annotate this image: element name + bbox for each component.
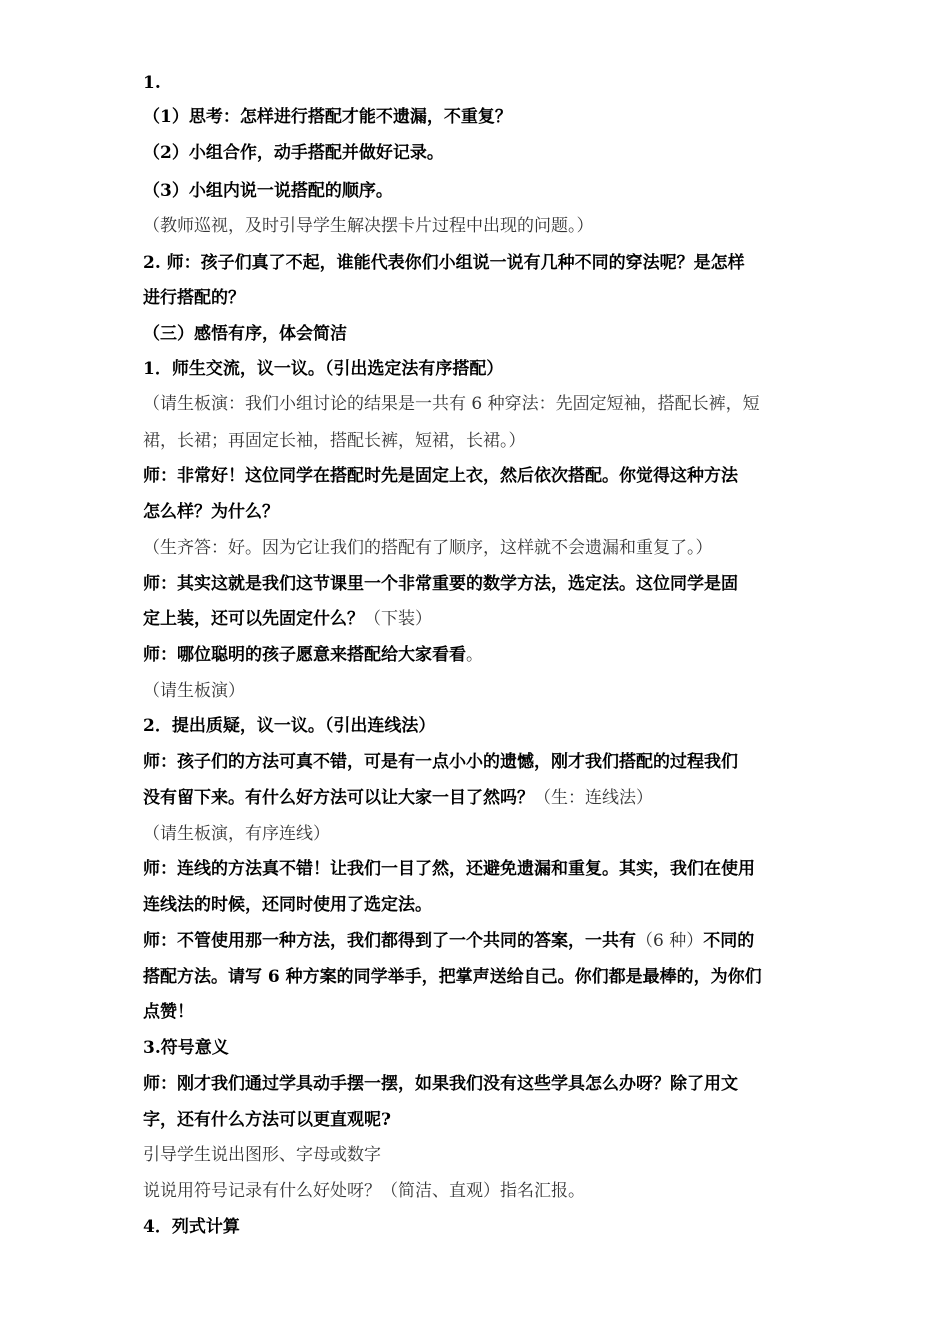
text-line: [143, 780, 653, 816]
text-run: （请生板演）: [143, 681, 245, 701]
text-line: [143, 351, 503, 387]
text-line: [143, 135, 444, 171]
text-run: （6 种）: [636, 931, 704, 951]
text-run: 师：连线的方法真不错！让我们一目了然，还避免遗漏和重复。其实，我们在使用: [143, 859, 755, 879]
text-run: 1.: [143, 73, 161, 93]
text-run: 师：其实这就是我们这节课里一个非常重要的数学方法，选定法。这位同学是固: [143, 574, 738, 594]
text-run: 不同的: [703, 931, 755, 951]
text-line: [143, 208, 594, 244]
text-line: [143, 816, 330, 852]
text-run: 没有留下来。有什么好方法可以让大家一目了然吗？: [143, 788, 534, 808]
text-line: [143, 637, 483, 673]
text-line: [143, 99, 512, 135]
text-line: [143, 65, 161, 101]
text-run: 引导学生说出图形、字母或数字: [143, 1145, 381, 1165]
text-line: [143, 245, 745, 281]
text-line: [143, 994, 194, 1030]
text-line: [143, 744, 738, 780]
text-line: [143, 1209, 240, 1245]
text-run: （1）思考：怎样进行搭配才能不遗漏，不重复？: [143, 107, 512, 127]
text-run: 师：不管使用那一种方法，我们都得到了一个共同的答案，一共有: [143, 931, 636, 951]
text-line: [143, 708, 435, 744]
text-run: （教师巡视，及时引导学生解决摆卡片过程中出现的问题。）: [143, 216, 594, 236]
text-run: （生齐答：好。因为它让我们的搭配有了顺序，这样就不会遗漏和重复了。）: [143, 538, 713, 558]
text-run: 进行搭配的？: [143, 288, 245, 308]
text-run: 搭配方法。请写 6 种方案的同学举手，把掌声送给自己。你们都是最棒的，为你们: [143, 967, 762, 987]
text-line: [143, 386, 760, 422]
text-line: [143, 316, 347, 352]
text-line: [143, 959, 762, 995]
text-line: [143, 1030, 229, 1066]
text-run: 师：孩子们的方法可真不错，可是有一点小小的遗憾，刚才我们搭配的过程我们: [143, 752, 738, 772]
text-line: [143, 566, 738, 602]
text-run: 2．提出质疑，议一议。（引出连线法）: [143, 716, 436, 736]
text-run: 连线法的时候，还同时使用了选定法。: [143, 895, 432, 915]
text-run: （请生板演：我们小组讨论的结果是一共有 6 种穿法：先固定短袖，搭配长裤，短: [143, 394, 760, 414]
text-run: 2. 师：孩子们真了不起，谁能代表你们小组说一说有几种不同的穿法呢？是怎样: [143, 253, 745, 273]
text-run: （2）小组合作，动手搭配并做好记录。: [143, 143, 444, 163]
text-run: 1．师生交流，议一议。（引出选定法有序搭配）: [143, 359, 504, 379]
text-run: 师：非常好！这位同学在搭配时先是固定上衣，然后依次搭配。你觉得这种方法: [143, 466, 738, 486]
text-run: 师：哪位聪明的孩子愿意来搭配给大家看看: [143, 645, 466, 665]
text-run: （3）小组内说一说搭配的顺序。: [143, 181, 393, 201]
text-run: （请生板演，有序连线）: [143, 824, 330, 844]
text-line: [143, 173, 393, 209]
text-line: [143, 1173, 585, 1209]
text-run: （生：连线法）: [534, 788, 653, 808]
text-run: 师：刚才我们通过学具动手摆一摆，如果我们没有这些学具怎么办呀？除了用文: [143, 1074, 738, 1094]
text-line: [143, 530, 713, 566]
text-line: [143, 601, 432, 637]
text-line: [143, 1137, 381, 1173]
text-line: [143, 280, 245, 316]
text-line: [143, 1066, 738, 1102]
text-line: [143, 1102, 391, 1138]
text-run: 说说用符号记录有什么好处呀？（简洁、直观）指名汇报。: [143, 1181, 585, 1201]
text-run: （三）感悟有序，体会简洁: [143, 324, 347, 344]
text-run: 字，还有什么方法可以更直观呢?: [143, 1110, 391, 1130]
text-run: （下装）: [364, 609, 432, 629]
text-line: [143, 458, 738, 494]
text-line: [143, 423, 526, 459]
text-line: [143, 494, 279, 530]
text-run: 。: [466, 645, 483, 665]
text-line: [143, 851, 755, 887]
text-run: 怎么样？为什么？: [143, 502, 279, 522]
text-run: 裙，长裙；再固定长袖，搭配长裤，短裙，长裙。）: [143, 431, 526, 451]
text-line: [143, 887, 432, 923]
text-line: [143, 923, 754, 959]
text-run: 3.符号意义: [143, 1038, 229, 1058]
text-run: 点赞！: [143, 1002, 194, 1022]
text-run: 4．列式计算: [143, 1217, 240, 1237]
text-run: 定上装，还可以先固定什么？: [143, 609, 364, 629]
text-line: [143, 673, 245, 709]
